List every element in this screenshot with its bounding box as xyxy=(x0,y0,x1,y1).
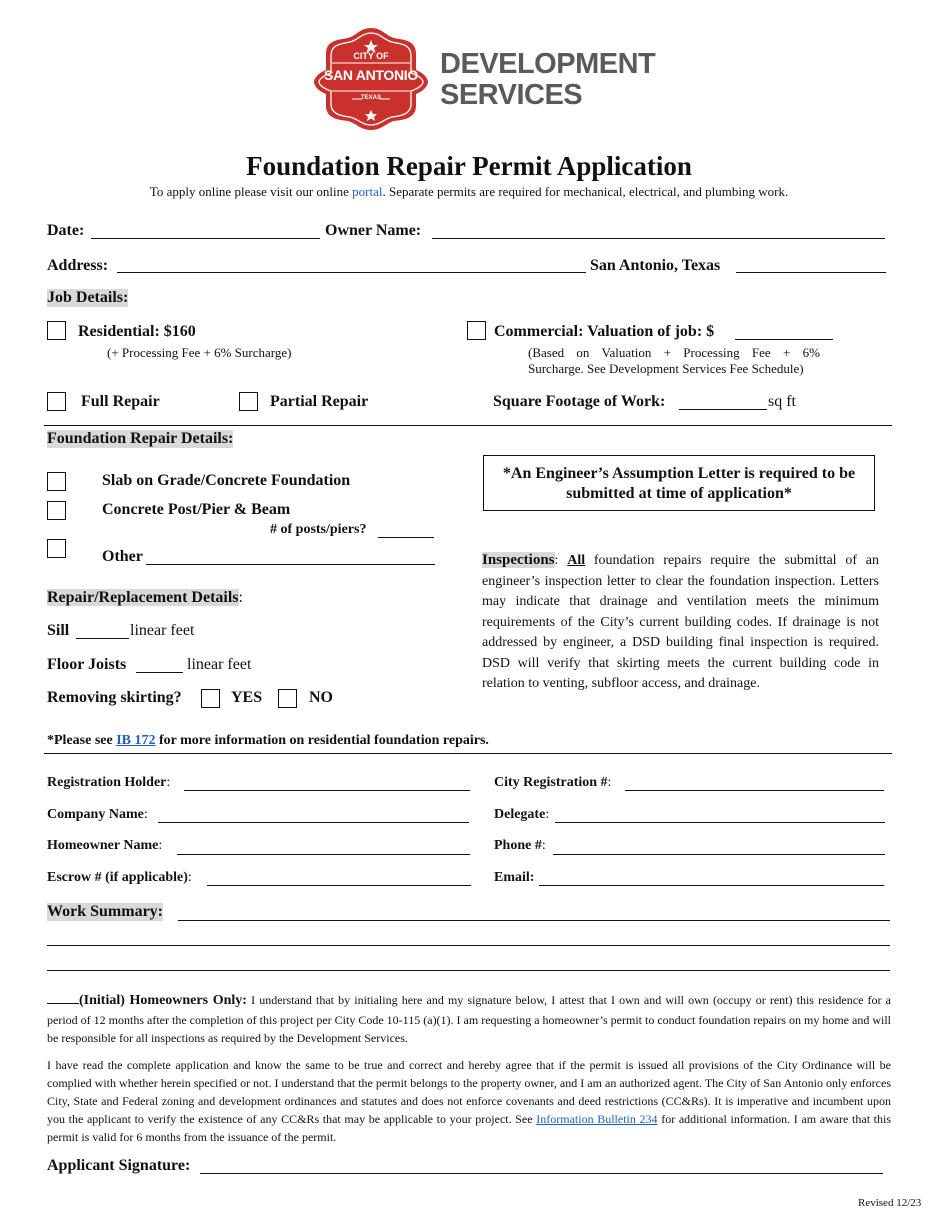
joists-unit: linear feet xyxy=(187,656,252,673)
declaration-text-end: for additional information. I am aware that this permit is valid for 6 months from the issuance of the permit. xyxy=(47,1112,892,1144)
city-reg-field[interactable] xyxy=(625,790,884,791)
ib-note xyxy=(47,733,489,749)
dept-name-line2: SERVICES xyxy=(440,79,583,111)
phone-label: Phone # xyxy=(494,838,542,853)
sill-unit: linear feet xyxy=(130,622,195,639)
city-label: San Antonio, Texas xyxy=(590,257,721,274)
sqft-label: Square Footage of Work: xyxy=(493,393,666,410)
address-field[interactable] xyxy=(117,272,586,273)
declaration-paragraph xyxy=(47,1056,891,1146)
delegate-label: Delegate xyxy=(494,807,546,822)
commercial-checkbox[interactable] xyxy=(467,321,486,340)
homeowner-label-wrap: Homeowner Name: xyxy=(47,838,163,853)
inspections-paragraph: Inspections: All foundation repairs require the submittal of an engineer’s inspection letter to clear the foundation inspection. Letters may indicate that drainage and ventilation meets the minimum requirements of the City’s current building codes. If drainage is not addressed by engineer, a DSD building final inspection is required. DSD will verify that skirting meets the current building code in relation to venting, subfloor access, and drainage. xyxy=(482,552,879,691)
delegate-field[interactable] xyxy=(555,822,885,823)
other-checkbox[interactable] xyxy=(47,539,66,558)
escrow-label-wrap: Escrow # (if applicable): xyxy=(47,870,192,885)
divider-job xyxy=(44,425,892,426)
declaration-text: I have read the complete application and know the same to be true and correct and hereby agree that if the permit is issued all provisions of the City Ordinance will be complied with whether herein specified or not. I understand that the permit belongs to the property owner, and I am an authorized agent. The City of San Antonio only enforces City, State and Federal zoning and development ordinances and statutes and does not enforce covenants and deed restrictions (CC&Rs). It is imperative and incumbent upon you the applicant to verify the existence of any CC&Rs that may be applicable to your project. See xyxy=(47,1058,891,1126)
date-label: Date: xyxy=(47,222,85,239)
ib234-link[interactable]: Information Bulletin 234 xyxy=(536,1112,658,1126)
engineer-note-box: *An Engineer’s Assumption Letter is required to be submitted at time of application* xyxy=(483,455,875,511)
holder-label-wrap: Registration Holder: xyxy=(47,775,171,790)
seal-top-text: CITY OF xyxy=(353,51,389,61)
partial-repair-label: Partial Repair xyxy=(270,393,369,410)
city-seal-logo xyxy=(312,26,430,132)
slab-label: Slab on Grade/Concrete Foundation xyxy=(102,472,351,489)
work-summary-heading: Work Summary: xyxy=(47,903,163,920)
post-label: Concrete Post/Pier & Beam xyxy=(102,501,291,518)
inspections-text: foundation repairs require the submittal of an engineer’s inspection letter to clear the foundation inspection. Letters may indicate that drainage and ventilation meets the minimum requirements of the City’s current building codes. If drainage is not addressed by engineer, a DSD building final inspection is required. DSD will verify that skirting meets the current building code in relation to venting, subfloor access, and drainage. xyxy=(482,553,879,691)
commercial-label: Commercial: Valuation of job: $ xyxy=(494,323,715,340)
post-checkbox[interactable] xyxy=(47,501,66,520)
commercial-note-line1: (Based on Valuation + Processing Fee + 6% xyxy=(528,345,820,360)
commercial-note-line2: Surcharge. See Development Services Fee Schedule) xyxy=(528,361,804,376)
phone-field[interactable] xyxy=(553,854,885,855)
initial-field[interactable] xyxy=(47,992,79,1004)
residential-label: Residential: $160 xyxy=(78,323,196,340)
joists-label: Floor Joists xyxy=(47,656,127,673)
homeowner-initial-text: I understand that by initialing here and my signature below, I attest that I own and will own (occupy or rent) this residence for a period of 12 months after the completion of this project per City Code 10-115 (a)(1). I am requesting a homeowner’s permit to conduct foundation repairs on my home and will be responsible for all inspections as required by the Development Services. xyxy=(47,993,892,1045)
company-field[interactable] xyxy=(158,822,469,823)
posts-field[interactable] xyxy=(378,537,434,538)
dept-name-line1: DEVELOPMENT xyxy=(440,48,656,80)
revised-date: Revised 12/23 xyxy=(858,1197,922,1209)
company-label: Company Name xyxy=(47,807,144,822)
owner-label: Owner Name: xyxy=(325,222,422,239)
other-label: Other xyxy=(102,548,143,565)
delegate-label-wrap: Delegate: xyxy=(494,807,550,822)
signature-field[interactable] xyxy=(200,1173,883,1174)
ib172-link[interactable]: IB 172 xyxy=(116,733,156,748)
sqft-unit: sq ft xyxy=(768,393,796,410)
escrow-field[interactable] xyxy=(207,885,471,886)
foundation-heading: Foundation Repair Details: xyxy=(47,430,234,447)
work-summary-line1[interactable] xyxy=(178,920,890,921)
holder-label: Registration Holder xyxy=(47,775,167,790)
skirting-yes-checkbox[interactable] xyxy=(201,689,220,708)
work-summary-line3[interactable] xyxy=(47,970,890,971)
sill-label: Sill xyxy=(47,622,70,639)
sill-field[interactable] xyxy=(76,638,129,639)
date-field[interactable] xyxy=(91,238,320,239)
escrow-label: Escrow # (if applicable) xyxy=(47,870,188,885)
homeowner-paragraph xyxy=(47,991,891,1048)
email-label: Email: xyxy=(494,870,535,885)
skirting-yes-label: YES xyxy=(231,689,263,706)
zip-field[interactable] xyxy=(736,272,886,273)
skirting-no-checkbox[interactable] xyxy=(278,689,297,708)
repair-heading-wrap: Repair/Replacement Details: xyxy=(47,589,243,606)
other-field[interactable] xyxy=(146,564,435,565)
city-reg-label-wrap: City Registration #: xyxy=(494,775,612,790)
homeowner-field[interactable] xyxy=(177,854,470,855)
job-details-heading: Job Details: xyxy=(47,289,129,306)
ib-note-before: *Please see xyxy=(47,733,117,748)
page-title: Foundation Repair Permit Application xyxy=(246,151,692,181)
residential-checkbox[interactable] xyxy=(47,321,66,340)
phone-label-wrap: Phone #: xyxy=(494,838,546,853)
joists-field[interactable] xyxy=(136,672,183,673)
email-field[interactable] xyxy=(539,885,884,886)
residential-note: (+ Processing Fee + 6% Surcharge) xyxy=(107,345,292,360)
skirting-no-label: NO xyxy=(309,689,333,706)
homeowner-initial-label: (Initial) Homeowners Only: xyxy=(79,993,247,1008)
work-summary-line2[interactable] xyxy=(47,945,890,946)
inspections-all: All xyxy=(567,553,586,568)
seal-main-text: SAN ANTONIO xyxy=(324,67,418,83)
subtitle-text: To apply online please visit our online xyxy=(149,184,353,199)
city-reg-label: City Registration # xyxy=(494,775,608,790)
company-label-wrap: Company Name: xyxy=(47,807,148,822)
partial-repair-checkbox[interactable] xyxy=(239,392,258,411)
holder-field[interactable] xyxy=(184,790,470,791)
skirting-label: Removing skirting? xyxy=(47,689,182,706)
signature-label: Applicant Signature: xyxy=(47,1157,191,1174)
valuation-field[interactable] xyxy=(735,339,833,340)
ib-note-after: for more information on residential foundation repairs. xyxy=(155,733,489,748)
seal-bottom-text: TEXAS xyxy=(360,95,381,101)
portal-link[interactable]: portal xyxy=(352,184,383,199)
subtitle-text-end: . Separate permits are required for mechanical, electrical, and plumbing work. xyxy=(382,184,789,199)
address-label: Address: xyxy=(47,257,109,274)
inspections-label: Inspections xyxy=(482,552,555,568)
slab-checkbox[interactable] xyxy=(47,472,66,491)
full-repair-label: Full Repair xyxy=(81,393,160,410)
sqft-field[interactable] xyxy=(679,409,767,410)
homeowner-label: Homeowner Name xyxy=(47,838,159,853)
subtitle xyxy=(0,184,938,200)
posts-question: # of posts/piers? xyxy=(270,522,367,537)
repair-heading: Repair/Replacement Details xyxy=(47,589,239,606)
divider-ib xyxy=(44,753,892,754)
owner-field[interactable] xyxy=(432,238,885,239)
full-repair-checkbox[interactable] xyxy=(47,392,66,411)
